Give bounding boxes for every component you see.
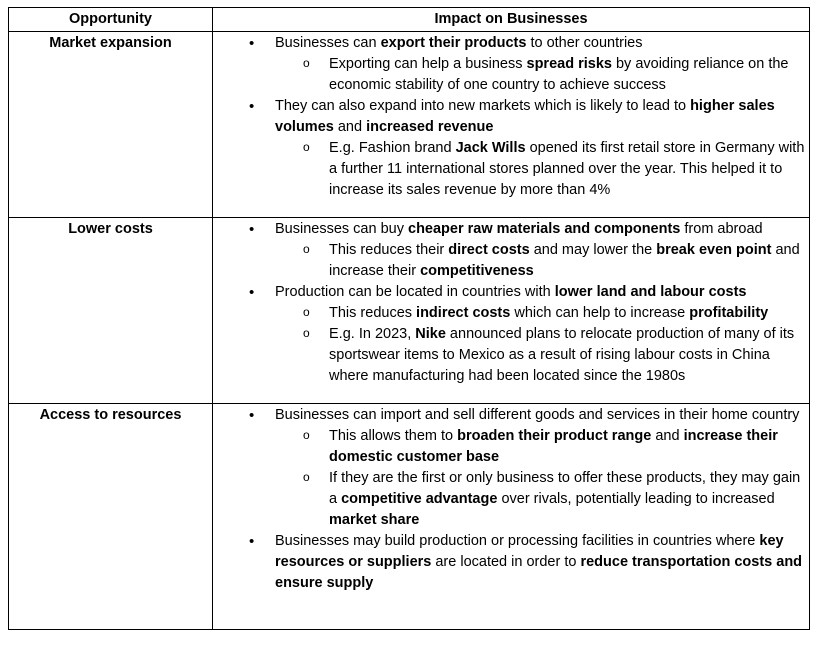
list-item: • Production can be located in countries with lower land and labour costs o This reduces indirect costs which can help to increase profitability o E.g. In 2023, Nike announced plans to relocate production of many of its sportswear items to Mexico as a result of rising labour costs in China where manufacturing had been located since the 1980s <box>275 282 805 387</box>
table-row <box>9 32 810 218</box>
list-item: • They can also expand into new markets which is likely to lead to higher sales volumes and increased revenue o E.g. Fashion brand Jack Wills opened its first retail store in Germany with a further 11 international stores planned over the year. This helped it to increase its sales revenue by more than 4% <box>275 96 805 201</box>
impact-cell <box>213 32 810 218</box>
impact-cell <box>213 404 810 630</box>
list-item: o This reduces indirect costs which can help to increase profitability <box>329 303 805 324</box>
table-row <box>9 404 810 630</box>
list-item: o E.g. In 2023, Nike announced plans to relocate production of many of its sportswear items to Mexico as a result of rising labour costs in China where manufacturing had been located since the 1980s <box>329 324 805 387</box>
opportunities-table <box>8 7 810 630</box>
list-item: o This reduces their direct costs and may lower the break even point and increase their competitiveness <box>329 240 805 282</box>
list-item: o E.g. Fashion brand Jack Wills opened its first retail store in Germany with a further 11 international stores planned over the year. This helped it to increase its sales revenue by more than 4% <box>329 138 805 201</box>
list-item: • Businesses can export their products to other countries o Exporting can help a business spread risks by avoiding reliance on the economic stability of one country to achieve success <box>275 33 805 96</box>
table-row <box>9 218 810 404</box>
header-impact: Impact on Businesses <box>213 8 810 32</box>
impact-cell <box>213 218 810 404</box>
list-item: o Exporting can help a business spread risks by avoiding reliance on the economic stability of one country to achieve success <box>329 54 805 96</box>
list-item: o This allows them to broaden their product range and increase their domestic customer base <box>329 426 805 468</box>
opportunity-cell: Lower costs <box>9 218 213 404</box>
header-opportunity: Opportunity <box>9 8 213 32</box>
opportunity-cell: Market expansion <box>9 32 213 218</box>
list-item: • Businesses can import and sell different goods and services in their home country o This allows them to broaden their product range and increase their domestic customer base o If they are the first or only business to offer these products, they may gain a competitive advantage over rivals, potentially leading to increased market share <box>275 405 805 531</box>
header-row <box>9 8 810 32</box>
list-item: o If they are the first or only business to offer these products, they may gain a competitive advantage over rivals, potentially leading to increased market share <box>329 468 805 531</box>
list-item: • Businesses may build production or processing facilities in countries where key resources or suppliers are located in order to reduce transportation costs and ensure supply <box>275 531 805 594</box>
list-item: • Businesses can buy cheaper raw materials and components from abroad o This reduces their direct costs and may lower the break even point and increase their competitiveness <box>275 219 805 282</box>
opportunity-cell: Access to resources <box>9 404 213 630</box>
